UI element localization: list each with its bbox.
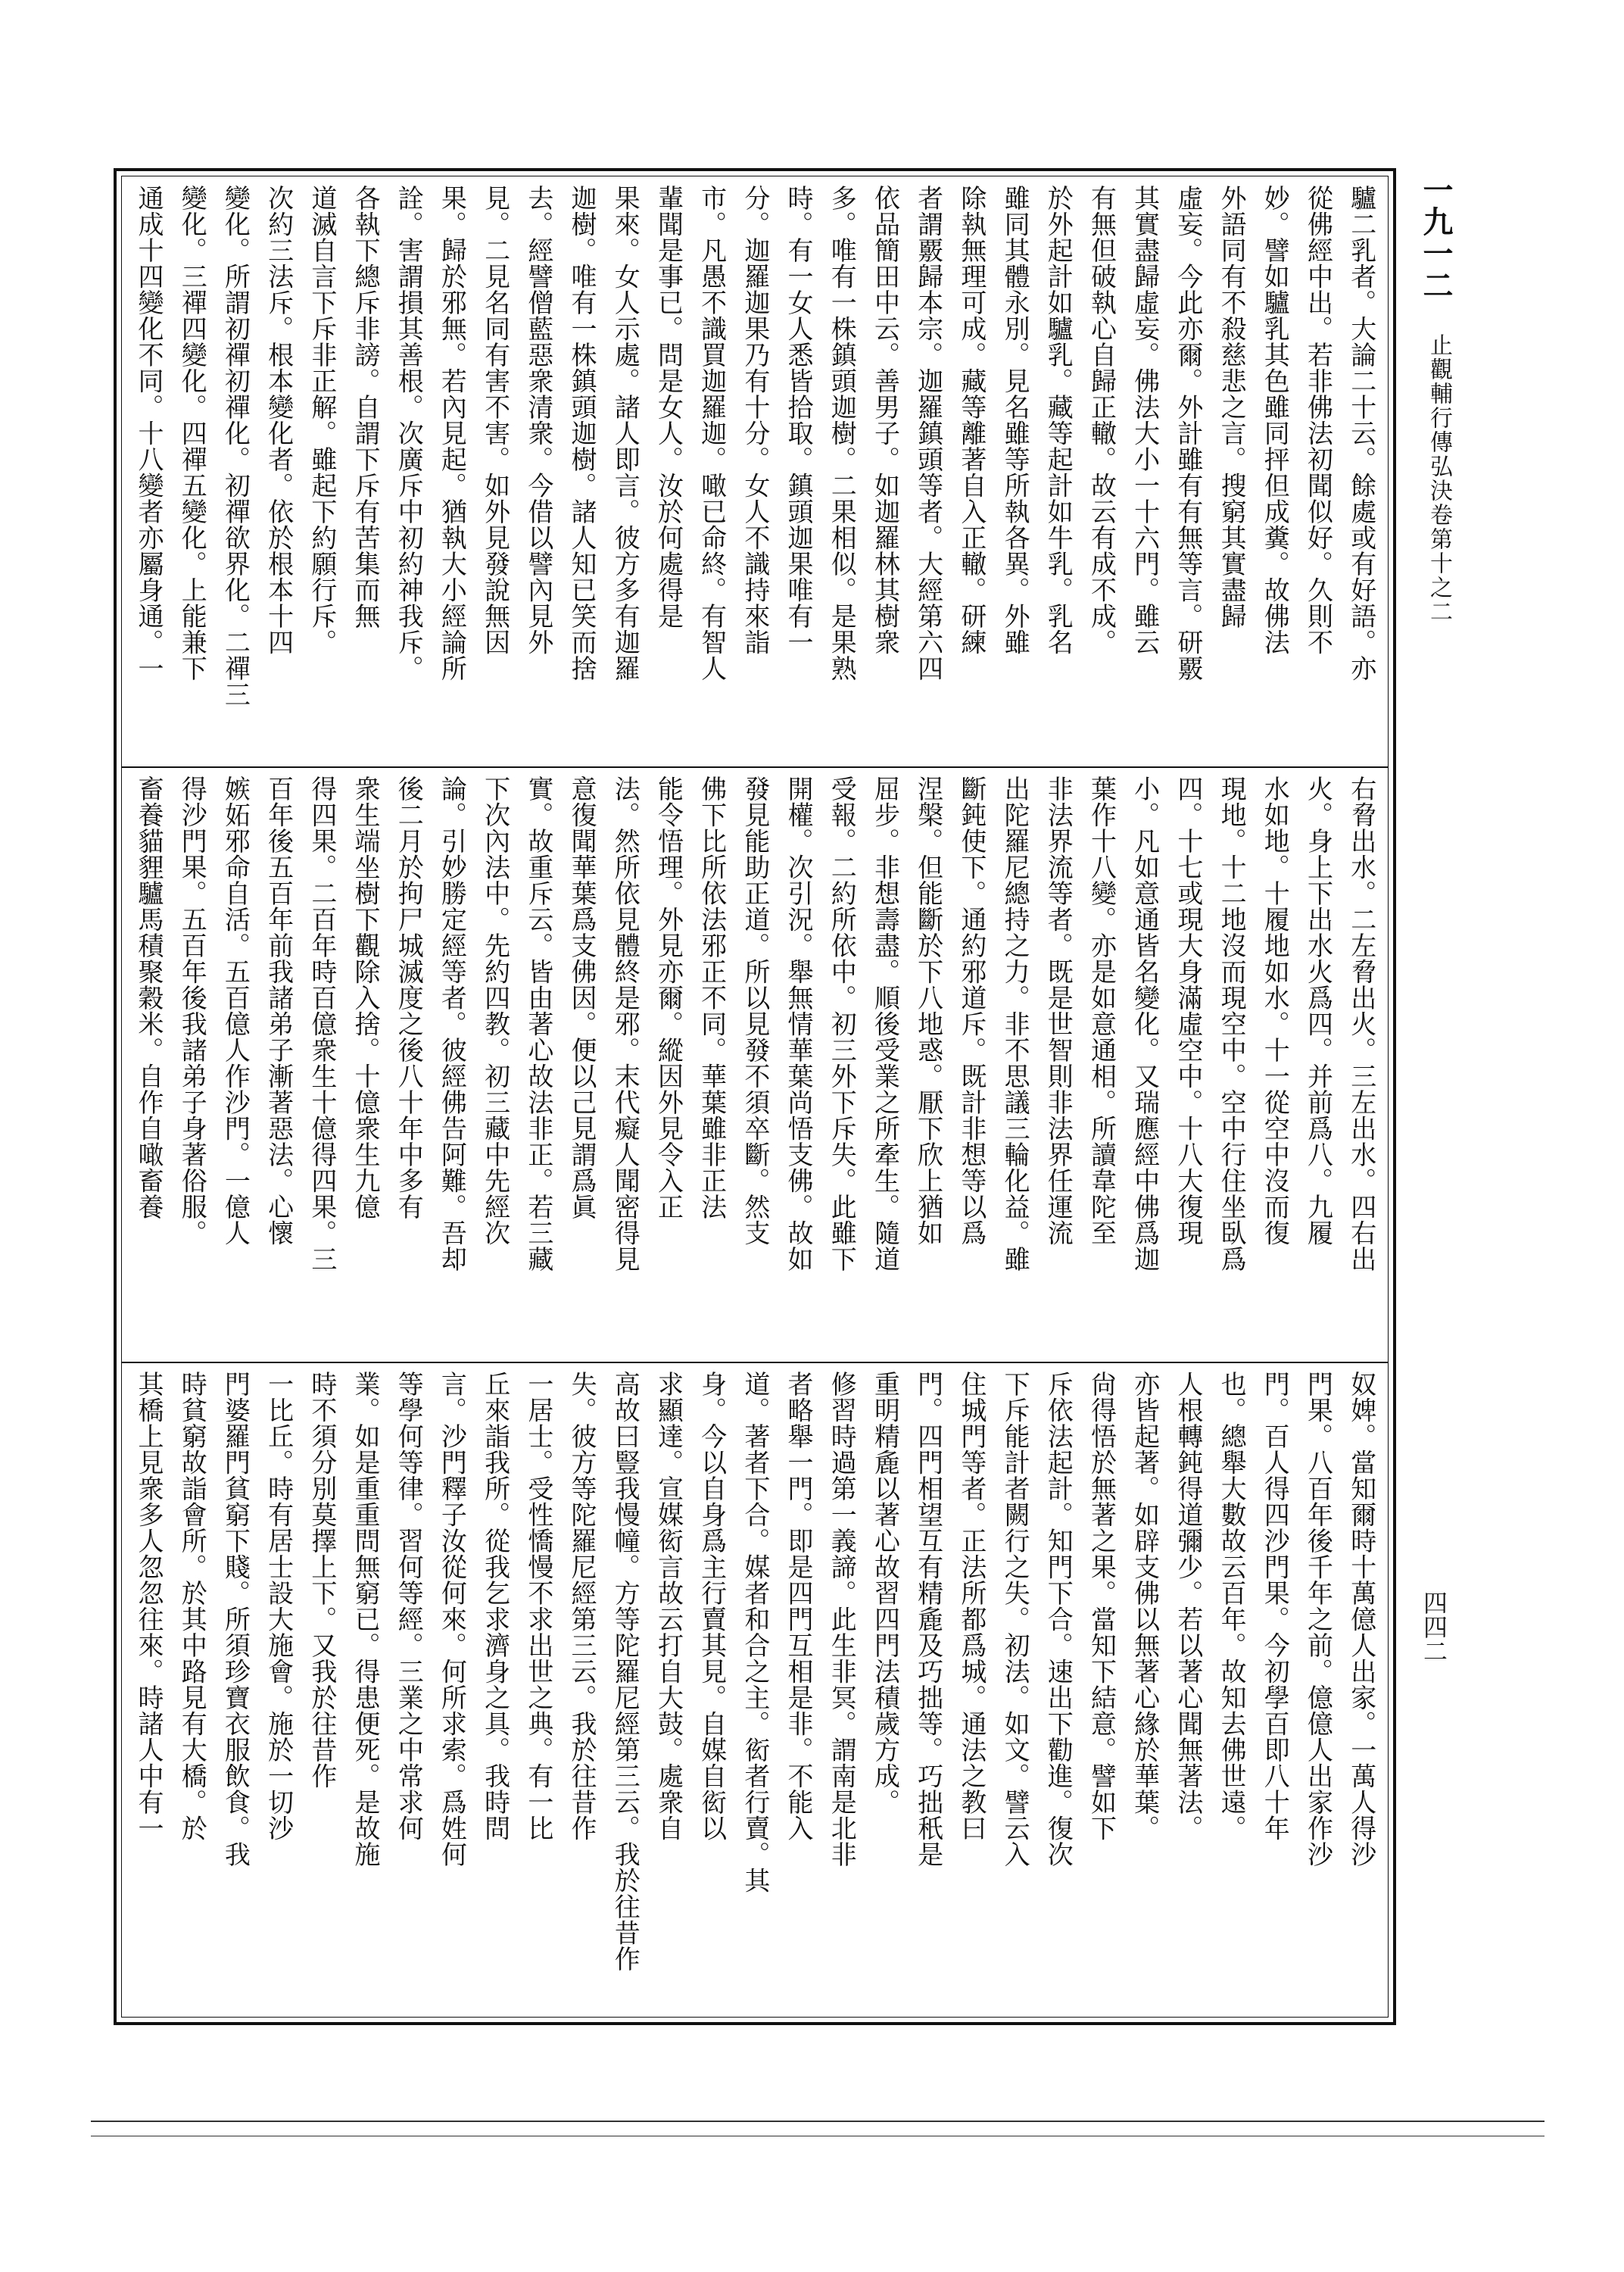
text-column: 果。歸於邪無。若內見起。猶執大小經論所 (436, 185, 467, 682)
text-column: 得四果。二百年時百億衆生十億得四果。三 (306, 776, 337, 1272)
text-column: 言。沙門釋子汝從何來。何所求索。爲姓何 (436, 1371, 467, 1868)
text-column: 得沙門果。五百年後我諸弟子身著俗服。 (176, 776, 207, 1246)
text-column: 修習時過第一義諦。此生非冥。謂南是北非 (826, 1371, 857, 1868)
text-column: 驢二乳者。大論二十云。餘處或有好語。亦 (1345, 185, 1376, 682)
text-column: 其橋上見衆多人忽忽往來。時諸人中有一 (133, 1371, 164, 1841)
text-column: 次約三法斥。根本變化者。依於根本十四 (263, 185, 294, 655)
text-column: 屈步。非想壽盡。順後受業之所牽生。隨道 (869, 776, 900, 1272)
text-column: 道。著者下合。媒者和合之主。衒者行賣。其 (739, 1371, 770, 1893)
text-column: 四。十七或現大身滿虛空中。十八大復現 (1172, 776, 1203, 1246)
text-column: 去。經譬僧藍惡衆清衆。今借以譬內見外 (522, 185, 553, 655)
text-column: 住城門等者。正法所都爲城。通法之教曰 (955, 1371, 987, 1841)
text-column: 虛妄。今此亦爾。外計雖有有無等言。研覈 (1172, 185, 1203, 682)
text-column: 丘來詣我所。從我乞求濟身之具。我時問 (479, 1371, 510, 1841)
text-column: 佛下比所依法邪正不同。華葉雖非正法 (696, 776, 727, 1220)
text-column: 門。四門相望互有精麁及巧拙等。巧拙秖是 (912, 1371, 943, 1868)
text-column: 求顯達。宣媒衒言故云打自大鼓。處衆自 (653, 1371, 684, 1841)
text-column: 斥依法起計。知門下合。速出下勸進。復次 (1043, 1371, 1074, 1868)
bottom-rule (91, 2121, 1545, 2122)
text-column: 除執無理可成。藏等離著自入正轍。研練 (955, 185, 987, 655)
text-column: 畜養貓貍驢馬積聚穀米。自作自噉畜養 (133, 776, 164, 1220)
text-column: 從佛經中出。若非佛法初聞似好。久則不 (1302, 185, 1333, 655)
text-column: 詮。害謂損其善根。次廣斥中初約神我斥。 (393, 185, 424, 682)
text-column: 變化。所謂初禪初禪化。初禪欲界化。二禪三 (220, 185, 251, 707)
text-column: 迦樹。唯有一株鎮頭迦樹。諸人知已笑而捨 (566, 185, 597, 682)
text-column: 涅槃。但能斷於下八地惑。厭下欣上猶如 (912, 776, 943, 1246)
text-column: 時。有一女人悉皆拾取。鎮頭迦果唯有一 (783, 185, 814, 655)
text-column: 外語同有不殺慈悲之言。搜窮其實盡歸 (1216, 185, 1247, 629)
text-column: 後二月於拘尸城滅度之後八十年中多有 (393, 776, 424, 1220)
text-column: 重明精麁以著心故習四門法積歲方成。 (869, 1371, 900, 1815)
text-column: 嫉妬邪命自活。五百億人作沙門。一億人 (220, 776, 251, 1246)
text-column: 實。故重斥云。皆由著心故法非正。若三藏 (522, 776, 553, 1272)
text-column: 意復聞華葉爲支佛因。便以己見謂爲眞 (566, 776, 597, 1220)
text-column: 斷鈍使下。通約邪道斥。既計非想等以爲 (955, 776, 987, 1246)
text-column: 身。今以自身爲主行賣其見。自媒自衒以 (696, 1371, 727, 1841)
text-column: 受報。二約所依中。初三外下斥失。此雖下 (826, 776, 857, 1272)
text-column: 其實盡歸虛妄。佛法大小一十六門。雖云 (1129, 185, 1160, 655)
text-column: 水如地。十履地如水。十一從空中沒而復 (1259, 776, 1290, 1246)
text-column: 時不須分別莫擇上下。又我於往昔作 (306, 1371, 337, 1789)
text-column: 門。百人得四沙門果。今初學百即八十年 (1259, 1371, 1290, 1841)
text-column: 衆生端坐樹下觀除入捨。十億衆生九億 (350, 776, 381, 1220)
text-column: 高故曰豎我慢幢。方等陀羅尼經第三云。我於往昔作 (609, 1371, 641, 1972)
text-column: 分。迦羅迦果乃有十分。女人不識持來詣 (739, 185, 770, 655)
text-column: 亦皆起著。如辟支佛以無著心緣於華葉。 (1129, 1371, 1160, 1841)
folio-number: 四四二 (1420, 1590, 1448, 1663)
text-column: 通成十四變化不同。十八變者亦屬身通。一 (133, 185, 164, 682)
text-register-middle (129, 776, 1381, 1354)
text-column: 下斥能計者闕行之失。初法。如文。譬云入 (999, 1371, 1030, 1868)
text-column: 小。凡如意通皆名變化。又瑞應經中佛爲迦 (1129, 776, 1160, 1272)
text-column: 各執下總斥非謗。自謂下斥有苦集而無 (350, 185, 381, 629)
text-column: 雖同其體永別。見名雖等所執各異。外雖 (999, 185, 1030, 655)
text-column: 也。總舉大數故云百年。故知去佛世遠。 (1216, 1371, 1247, 1841)
text-column: 一比丘。時有居士設大施會。施於一切沙 (263, 1371, 294, 1841)
text-column: 等學何等律。習何等經。三業之中常求何 (393, 1371, 424, 1841)
text-column: 妙。譬如驢乳其色雖同抨但成糞。故佛法 (1259, 185, 1290, 655)
text-column: 依品簡田中云。善男子。如迦羅林其樹衆 (869, 185, 900, 655)
text-column: 失。彼方等陀羅尼經第三云。我於往昔作 (566, 1371, 597, 1841)
text-column: 發見能助正道。所以見發不須卒斷。然支 (739, 776, 770, 1246)
text-column: 時貧窮故詣會所。於其中路見有大橋。於 (176, 1371, 207, 1841)
text-column: 果來。女人示處。諸人即言。彼方多有迦羅 (609, 185, 641, 682)
text-column: 現地。十二地沒而現空中。空中行住坐臥爲 (1216, 776, 1247, 1272)
text-column: 葉作十八變。亦是如意通相。所讀韋陀至 (1086, 776, 1117, 1246)
text-column: 尙得悟於無著之果。當知下結意。譬如下 (1086, 1371, 1117, 1841)
running-title: 止觀輔行傳弘決卷第十之二 (1426, 333, 1452, 624)
text-column: 輩聞是事已。問是女人。汝於何處得是 (653, 185, 684, 629)
text-column: 奴婢。當知爾時十萬億人出家。一萬人得沙 (1345, 1371, 1376, 1868)
text-column: 人根轉鈍得道彌少。若以著心聞無著法。 (1172, 1371, 1203, 1841)
page-number: 一九一二 (1418, 174, 1454, 301)
text-register-bottom (129, 1371, 1381, 2010)
text-column: 下次內法中。先約四教。初三藏中先經次 (479, 776, 510, 1246)
text-column: 法。然所依見體終是邪。末代癡人聞密得見 (609, 776, 641, 1272)
text-column: 市。凡愚不識買迦羅迦。噉已命終。有智人 (696, 185, 727, 682)
text-column: 道滅自言下斥非正解。雖起下約願行斥。 (306, 185, 337, 655)
page-header (1410, 174, 1470, 2022)
text-column: 百年後五百年前我諸弟子漸著惡法。心懷 (263, 776, 294, 1246)
text-column: 門婆羅門貧窮下賤。所須珍寶衣服飲食。我 (220, 1371, 251, 1868)
text-column: 者略舉一門。即是四門互相是非。不能入 (783, 1371, 814, 1841)
text-column: 開權。次引況。舉無情華葉尚悟支佛。故如 (783, 776, 814, 1272)
text-column: 多。唯有一株鎮頭迦樹。二果相似。是果熟 (826, 185, 857, 682)
text-column: 論。引妙勝定經等者。彼經佛告阿難。吾却 (436, 776, 467, 1272)
text-column: 於外起計如驢乳。藏等起計如牛乳。乳名 (1043, 185, 1074, 655)
text-column: 出陀羅尼總持之力。非不思議三輪化益。雖 (999, 776, 1030, 1272)
text-column: 一居士。受性憍慢不求出世之典。有一比 (522, 1371, 553, 1841)
register-divider-2 (121, 1362, 1389, 1363)
text-column: 能令悟理。外見亦爾。縱因外見令入正 (653, 776, 684, 1220)
text-column: 變化。三禪四變化。四禪五變化。上能兼下 (176, 185, 207, 682)
register-divider-1 (121, 766, 1389, 768)
text-column: 業。如是重重問無窮已。得患便死。是故施 (350, 1371, 381, 1868)
text-column: 有無但破執心自歸正轍。故云有成不成。 (1086, 185, 1117, 655)
text-column: 者謂覈歸本宗。迦羅鎮頭等者。大經第六四 (912, 185, 943, 682)
text-column: 非法界流等者。既是世智則非法界任運流 (1043, 776, 1074, 1246)
text-column: 門果。八百年後千年之前。億億人出家作沙 (1302, 1371, 1333, 1868)
text-column: 見。二見名同有害不害。如外見發說無因 (479, 185, 510, 655)
text-column: 右脅出水。二左脅出火。三左出水。四右出 (1345, 776, 1376, 1272)
text-register-top (129, 185, 1381, 759)
text-column: 火。身上下出水火爲四。并前爲八。九履 (1302, 776, 1333, 1246)
